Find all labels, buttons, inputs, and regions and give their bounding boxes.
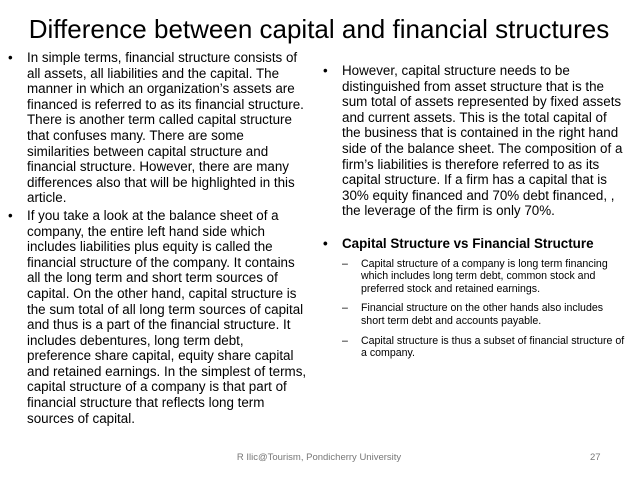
bullet-icon: • — [323, 63, 328, 78]
left-column — [8, 50, 308, 428]
footer-text: R Ilic@Tourism, Pondicherry University — [236, 452, 402, 463]
dash-icon: – — [342, 257, 348, 270]
sub-item-1 — [342, 258, 628, 296]
sub-list — [342, 258, 628, 360]
dash-icon: – — [342, 302, 348, 315]
left-bullet-1 — [8, 50, 308, 206]
bullet-icon: • — [323, 235, 328, 251]
sub-item-3-text: Capital structure is thus a subset of financial structure of a company. — [361, 334, 625, 360]
dash-icon: – — [342, 334, 348, 347]
right-bullet-1-text: However, capital structure needs to be distinguished from asset structure that is the sum total of assets represented by fixed assets and current assets. This is the total capital of the business that is contained in the right hand side of the balance sheet. The composition of a firm’s liabilities is therefore referred to as its capital structure. If a firm has a capital that is 30% equity financed and 70% debt financed, , the leverage of the firm is only 70%. — [342, 63, 623, 219]
page-number: 27 — [590, 452, 601, 463]
left-bullet-2-text: If you take a look at the balance sheet of a company, the entire left hand side which includes liabilities plus equity is called the financial structure of the company. It contains all the long term and short term sources of capital. On the other hand, capital structure is the sum total of all long term sources of capital and thus is a part of the financial structure. It includes debentures, long term debt, preference share capital, equity share capital and retained earnings. In the simplest of terms, capital structure of a company is that part of financial structure that reflects long term sources of capital. — [27, 207, 307, 426]
right-column — [323, 63, 628, 367]
sub-item-2-text: Financial structure on the other hands also includes short term debt and accounts payable. — [361, 302, 604, 327]
right-bullet-2 — [323, 236, 628, 360]
bullet-icon: • — [8, 50, 13, 65]
left-bullet-1-text: In simple terms, financial structure consists of all assets, all liabilities and the capital. The manner in which an organization’s assets are financed is referred to as its financial structure. There is another term called capital structure that confuses many. There are some similarities between capital structure and financial structure. However, there are many differences also that will be highlighted in this article. — [27, 50, 304, 206]
right-bullet-1 — [323, 63, 628, 219]
slide-title: Difference between capital and financial structures — [28, 14, 610, 44]
sub-item-1-text: Capital structure of a company is long term financing which includes long term debt, common stock and preferred stock and retained earnings. — [361, 257, 608, 295]
sub-item-3 — [342, 335, 628, 360]
sub-item-2 — [342, 302, 628, 327]
section-heading: Capital Structure vs Financial Structure — [342, 235, 594, 251]
bullet-icon: • — [8, 207, 13, 223]
left-bullet-2 — [8, 208, 308, 426]
